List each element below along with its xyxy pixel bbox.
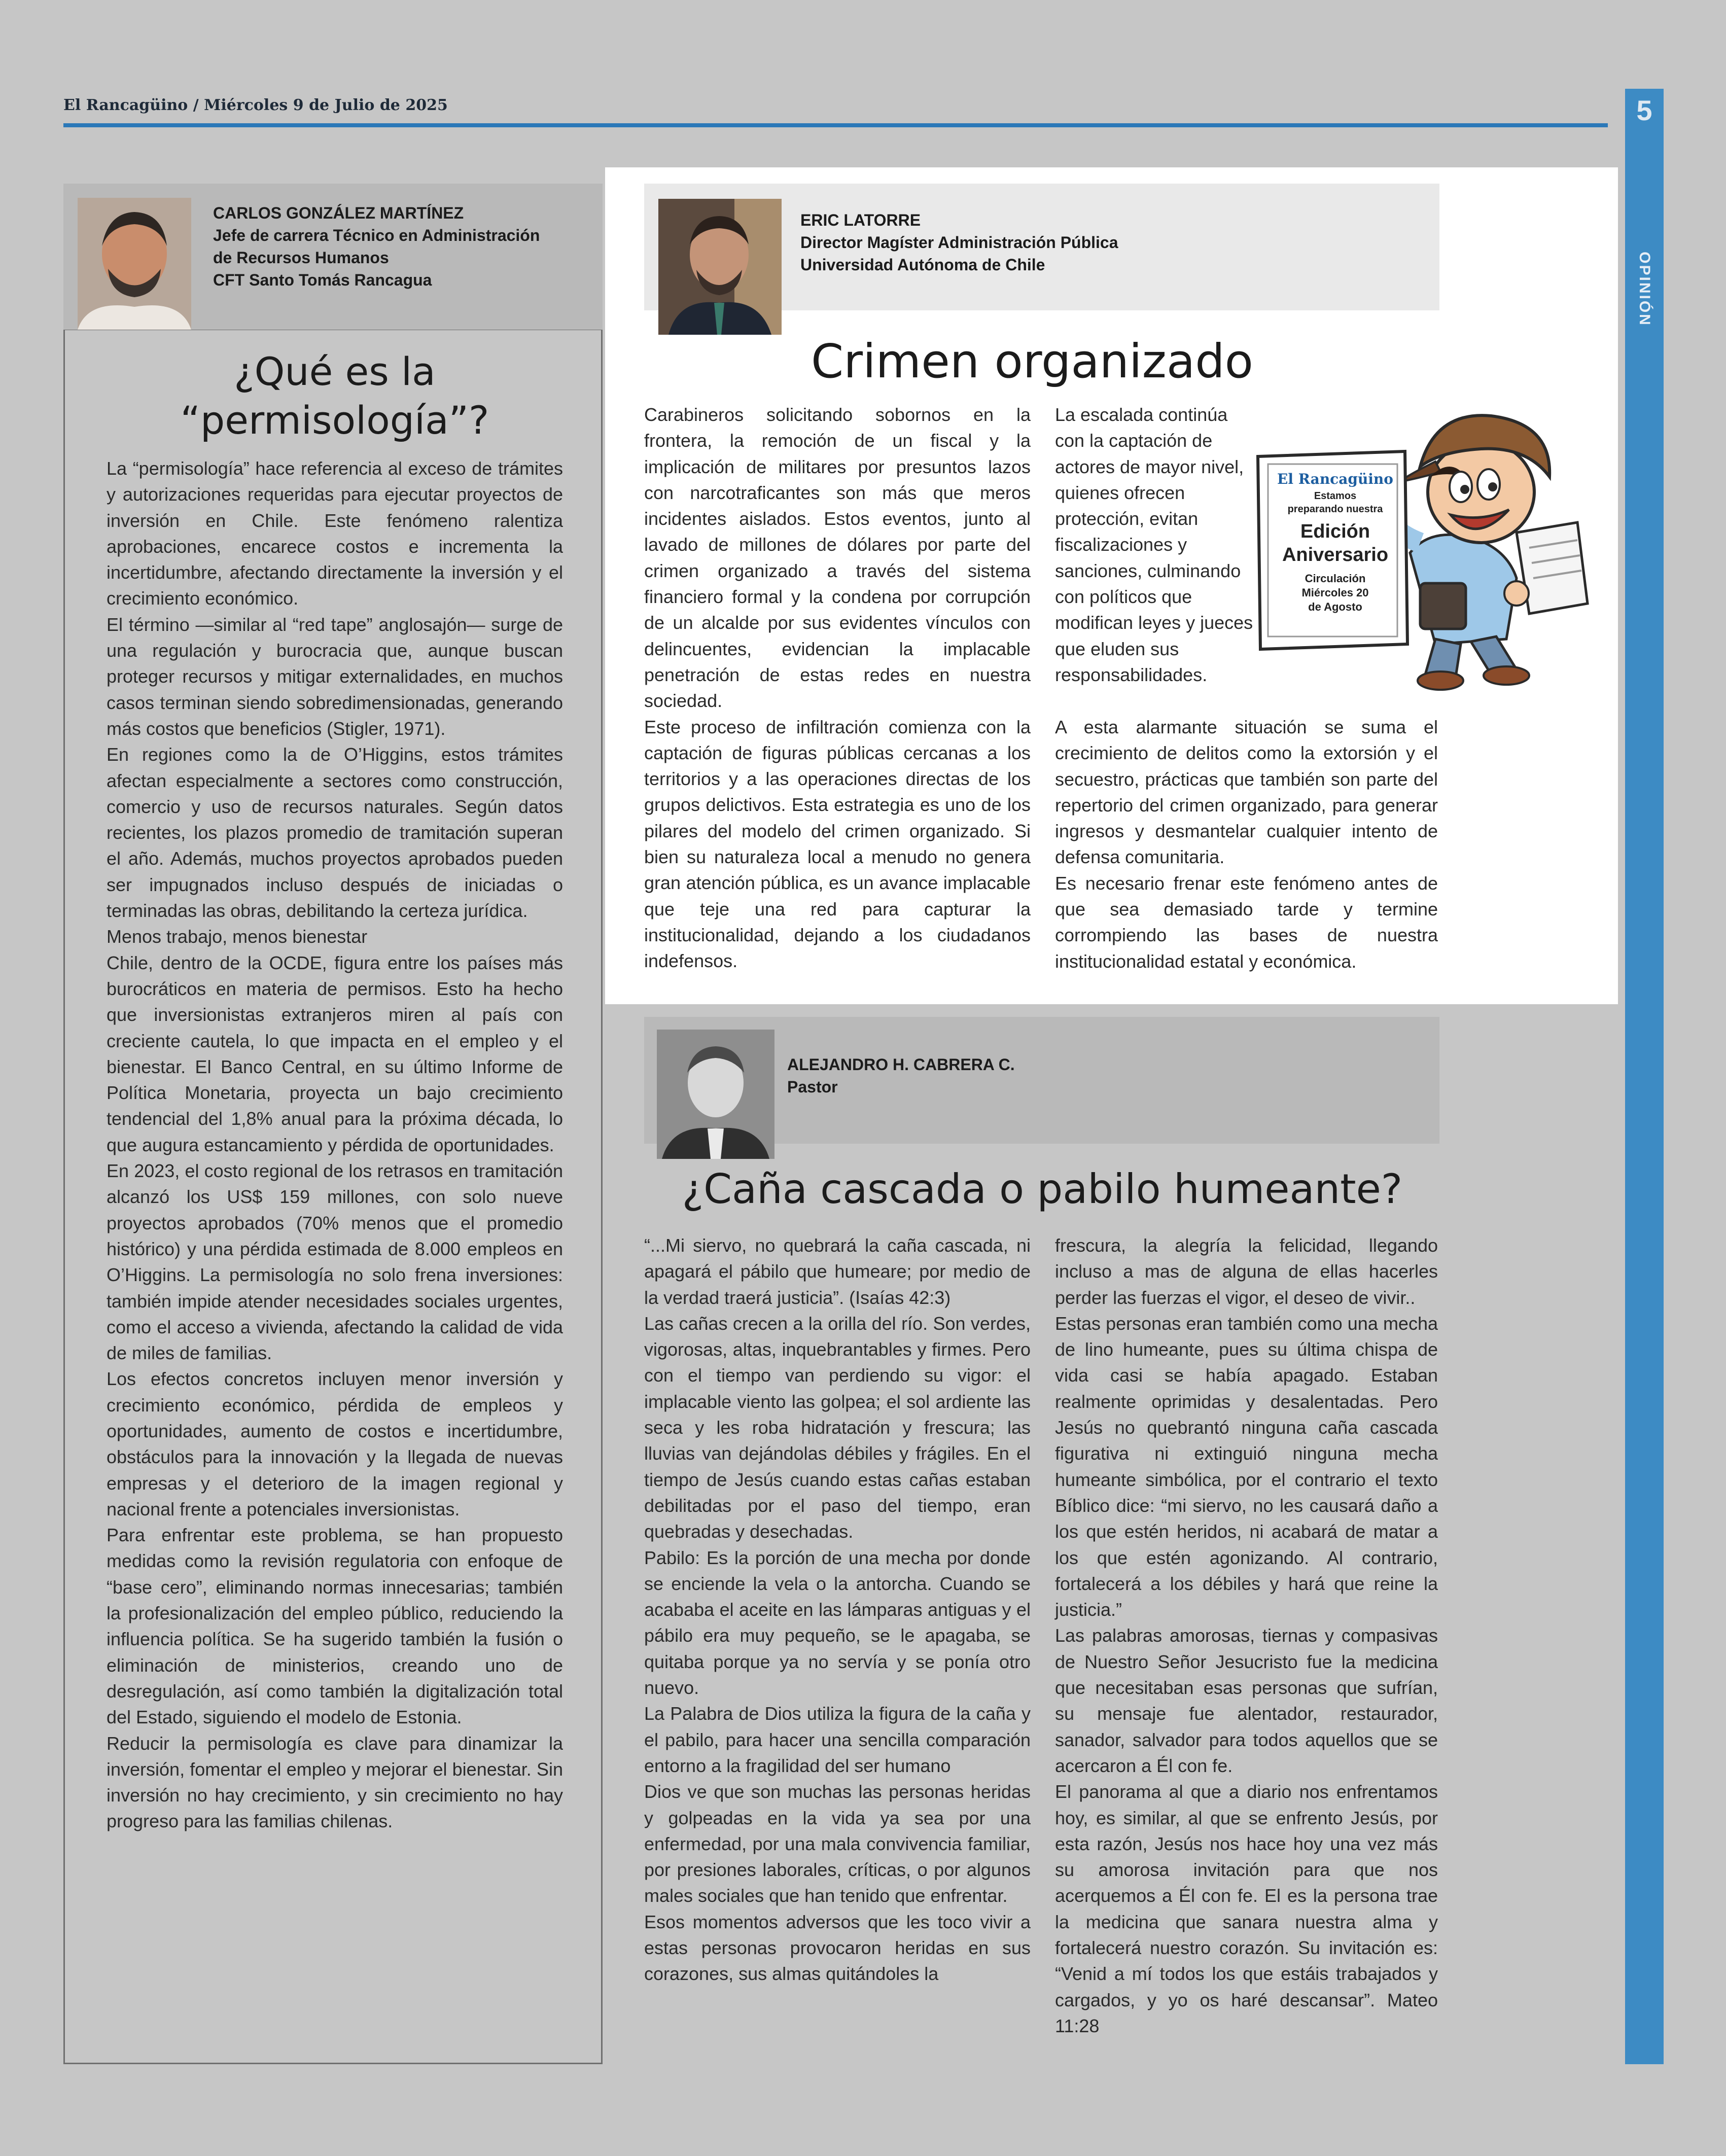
title-line-1: ¿Qué es la bbox=[234, 349, 436, 394]
anniversary-promo bbox=[1253, 401, 1598, 695]
paragraph: La “permisología” hace referencia al exceso de trámites y autorizaciones requeridas para ejecutar proyectos de inversión en Chile. Este fenómeno ralentiza aprobaciones, encarece costos e incrementa la incertidumbre, afectando directamente la inversión y el crecimiento económico. bbox=[107, 458, 563, 609]
section-sidebar bbox=[1625, 89, 1664, 2064]
author-meta bbox=[213, 202, 540, 291]
paragraph: frescura, la alegría la felicidad, llegando incluso a mas de alguna de ellas hacerles perder las fuerzas el vigor, el deseo de vivir.. bbox=[1055, 1235, 1438, 1308]
author-meta bbox=[800, 209, 1118, 276]
article-title-left bbox=[81, 347, 588, 445]
author-box-cana bbox=[644, 1017, 1439, 1144]
author-meta bbox=[787, 1053, 1015, 1098]
page-header: El Rancagüino / Miércoles 9 de Julio de 2025 bbox=[63, 96, 448, 114]
paragraph: Reducir la permisología es clave para dinamizar la inversión, fomentar el empleo y mejorar el bienestar. Sin inversión no hay crecimiento, y sin crecimiento no hay progreso para las familias chilenas. bbox=[107, 1733, 563, 1832]
author-role-1: Director Magíster Administración Pública bbox=[800, 233, 1118, 252]
title-line-2: “permisología”? bbox=[180, 398, 489, 443]
author-name: ERIC LATORRE bbox=[800, 211, 921, 229]
author-role-2: Universidad Autónoma de Chile bbox=[800, 256, 1045, 274]
article-body-cana-col2 bbox=[1055, 1232, 1438, 2039]
paragraph: “...Mi siervo, no quebrará la caña cascada, ni apagará el pábilo que humeare; por medio de la verdad traerá justicia”. (Isaías 42:3) bbox=[644, 1235, 1031, 1308]
paragraph: La Palabra de Dios utiliza la figura de la caña y el pabilo, para hacer una sencilla comparación entorno a la fragilidad del ser humano bbox=[644, 1703, 1031, 1776]
paragraph: Los efectos concretos incluyen menor inversión y crecimiento económico, pérdida de empleos y oportunidades, aumento de costos e incertidumbre, obstáculos para la innovación y la llegada de nuevas empresas y el deterioro de la imagen regional y nacional frente a potenciales inversionistas. bbox=[107, 1368, 563, 1519]
paragraph: Dios ve que son muchas las personas heridas y golpeadas en la vida ya sea por una enfermedad, por una mala convivencia familiar, por presiones laborales, críticas, o por algunos males sociales que han tenido que enfrentar. bbox=[644, 1781, 1031, 1906]
paragraph: Chile, dentro de la OCDE, figura entre los países más burocráticos en materia de permisos. Esto ha hecho que inversionistas extranjeros miren al país con creciente cautela, lo que impacta en el empleo y el bienestar. El Banco Central, en su último Informe de Política Monetaria, proyecta un bajo crecimiento tendencial del 1,8% anual para la próxima década, lo que augura estancamiento y pérdida de oportunidades. bbox=[107, 952, 563, 1155]
promo-headline-2: Aniversario bbox=[1282, 544, 1389, 565]
article-body-crimen-col2-top bbox=[1055, 402, 1258, 688]
section-tag bbox=[1625, 241, 1664, 337]
section-label: OPINIÓN bbox=[1636, 252, 1653, 327]
paragraph: En 2023, el costo regional de los retrasos en tramitación alcanzó los US$ 159 millones, con solo nueve proyectos aprobados (70% menos que el promedio histórico) y una pérdida estimada de 8.000 empleos en O’Higgins. La permisología no solo frena inversiones: también impide atender necesidades sociales urgentes, como el acceso a vivienda, afectando la calidad de vida de miles de familias. bbox=[107, 1160, 563, 1364]
issue-date: Miércoles 9 de Julio de 2025 bbox=[204, 96, 448, 114]
header-rule bbox=[63, 123, 1608, 127]
paragraph: Pabilo: Es la porción de una mecha por donde se enciende la vela o la antorcha. Cuando se acababa el aceite en las lámparas antiguas y el pábilo era muy pequeño, se le apagaba, se quitaba porque ya no servía y se ponía otro nuevo. bbox=[644, 1547, 1031, 1699]
article-body-crimen-col1 bbox=[644, 402, 1031, 974]
promo-sign bbox=[1263, 469, 1407, 614]
author-role-2: de Recursos Humanos bbox=[213, 249, 389, 267]
paragraph: A esta alarmante situación se suma el crecimiento de delitos como la extorsión y el secuestro, prácticas que también son parte del repertorio del crimen organizado, para generar ingresos y desmantelar cualquier intento de defensa comunitaria. bbox=[1055, 717, 1438, 868]
paragraph: Carabineros solicitando sobornos en la frontera, la remoción de un fiscal y la implicación de militares por presuntos lazos con narcotraficantes son más que meros incidentes aislados. Estos eventos, junto al lavado de millones de dólares por parte del crimen organizado a través del sistema financiero formal y la condena por corrupción de un alcalde por sus evidentes vínculos con delincuentes, evidencian la implacable penetración de estas redes en nuestra sociedad. bbox=[644, 404, 1031, 712]
page-number: 5 bbox=[1636, 94, 1652, 126]
subheading: Menos trabajo, menos bienestar bbox=[107, 926, 368, 947]
author-name: ALEJANDRO H. CABRERA C. bbox=[787, 1055, 1015, 1074]
paragraph: Esos momentos adversos que les toco vivir a estas personas provocaron heridas en sus corazones, sus almas quitándoles la bbox=[644, 1911, 1031, 1985]
paragraph: Las palabras amorosas, tiernas y compasivas de Nuestro Señor Jesucristo fue la medicina que necesitaban esas personas que sufrían, su mensaje fue alentador, restaurador, sanador, salvador para todos aquellos que se acercaron a Él con fe. bbox=[1055, 1625, 1438, 1776]
paragraph: Estas personas eran también como una mecha de lino humeante, pues su última chispa de vida casi se había apagado. Estaban realmente oprimidas y desalentadas. Pero Jesús no quebrantó ninguna caña cascada figurativa ni extinguió ninguna mecha humeante simbólica, por el contrario el texto Bíblico dice: “mi siervo, no les causará daño a los que estén heridos, ni acabará de matar a los que estén agonizando. Al contrario, fortalecerá a los débiles y hará que reine la justicia.” bbox=[1055, 1313, 1438, 1620]
article-body-crimen-col2-bottom bbox=[1055, 714, 1438, 974]
promo-circ-1: Circulación bbox=[1305, 572, 1366, 585]
paragraph: Las cañas crecen a la orilla del río. Son verdes, vigorosas, altas, inquebrantables y firmes. Pero con el tiempo van perdiendo su vigor: el implacable viento las golpea; el sol ardiente las seca y les roba hidratación y frescura; las lluvias van dejándolas débiles y frágiles. En el tiempo de Jesús cuando estas cañas estaban debilitadas por el paso del tiempo, eran quebradas y desechadas. bbox=[644, 1313, 1031, 1542]
promo-circ-2: Miércoles 20 bbox=[1301, 586, 1369, 599]
paragraph: La escalada continúa con la captación de actores de mayor nivel, quienes ofrecen protección, evitan fiscalizaciones y sanciones, culminando con políticos que modifican leyes y jueces que eluden sus responsabilidades. bbox=[1055, 404, 1253, 685]
article-body-cana-col1 bbox=[644, 1232, 1031, 1987]
article-body-left bbox=[107, 455, 563, 1834]
paragraph: Para enfrentar este problema, se han propuesto medidas como la revisión regulatoria con enfoque de “base cero”, eliminando normas innecesarias; también la profesionalización del empleo público, reduciendo la influencia política. Se ha sugerido también la fusión o eliminación de ministerios, creando uno de desregulación, así como también la digitalización total del Estado, siguiendo el modelo de Estonia. bbox=[107, 1525, 563, 1728]
author-photo bbox=[657, 1030, 774, 1159]
paragraph: El panorama al que a diario nos enfrentamos hoy, es similar, al que se enfrento Jesús, por esta razón, Jesús nos hace hoy una vez más su amorosa invitación para que nos acerquemos a Él con fe. El es la persona trae la medicina que sanara nuestra alma y fortalecerá nuestro corazón. Su invitación es: “Venid a mí todos los que estáis trabajados y cargados, y yo os haré descansar”. Mateo 11:28 bbox=[1055, 1781, 1438, 2036]
promo-headline-1: Edición bbox=[1300, 521, 1370, 542]
article-title-crimen: Crimen organizado bbox=[811, 334, 1253, 388]
author-box-crimen bbox=[644, 184, 1439, 310]
paragraph: El término —similar al “red tape” anglosajón— surge de una regulación y burocracia que, aunque buscan proteger recursos y mitigar externalidades, en muchos casos terminan siendo sobredimensionadas, generando más costos que beneficios (Stigler, 1971). bbox=[107, 614, 563, 739]
article-title-cana: ¿Caña cascada o pabilo humeante? bbox=[682, 1165, 1403, 1213]
paragraph: Este proceso de infiltración comienza con la captación de figuras públicas cercanas a los territorios y a las operaciones directas de los grupos delictivos. Esta estrategia es uno de los pilares del modelo del crimen organizado. Si bien su naturaleza local a menudo no genera gran atención pública, es un avance implacable que teje una red para capturar la institucionalidad, dejando a los ciudadanos indefensos. bbox=[644, 716, 1031, 972]
promo-line-2: preparando nuestra bbox=[1287, 504, 1383, 515]
author-role-3: CFT Santo Tomás Rancagua bbox=[213, 271, 432, 289]
author-role-1: Jefe de carrera Técnico en Administración bbox=[213, 226, 540, 244]
promo-line-1: Estamos bbox=[1314, 490, 1357, 502]
author-role-1: Pastor bbox=[787, 1078, 838, 1096]
author-name: CARLOS GONZÁLEZ MARTÍNEZ bbox=[213, 204, 464, 222]
paragraph: Es necesario frenar este fenómeno antes de que sea demasiado tarde y termine corrompiendo las bases de nuestra institucionalidad estatal y económica. bbox=[1055, 872, 1438, 972]
author-photo bbox=[658, 199, 782, 335]
promo-masthead: El Rancagüino bbox=[1277, 471, 1393, 487]
promo-circ-3: de Agosto bbox=[1308, 600, 1362, 613]
author-box-left bbox=[63, 184, 603, 330]
author-photo bbox=[78, 198, 191, 330]
paragraph: En regiones como la de O’Higgins, estos trámites afectan especialmente a sectores como construcción, comercio y uso de recursos naturales. Según datos recientes, los plazos promedio de tramitación superan el año. Además, muchos proyectos aprobados pueden ser impugnados incluso después de iniciadas o terminadas las obras, debilitando la certeza jurídica. bbox=[107, 744, 563, 922]
masthead: El Rancagüino bbox=[63, 96, 188, 114]
